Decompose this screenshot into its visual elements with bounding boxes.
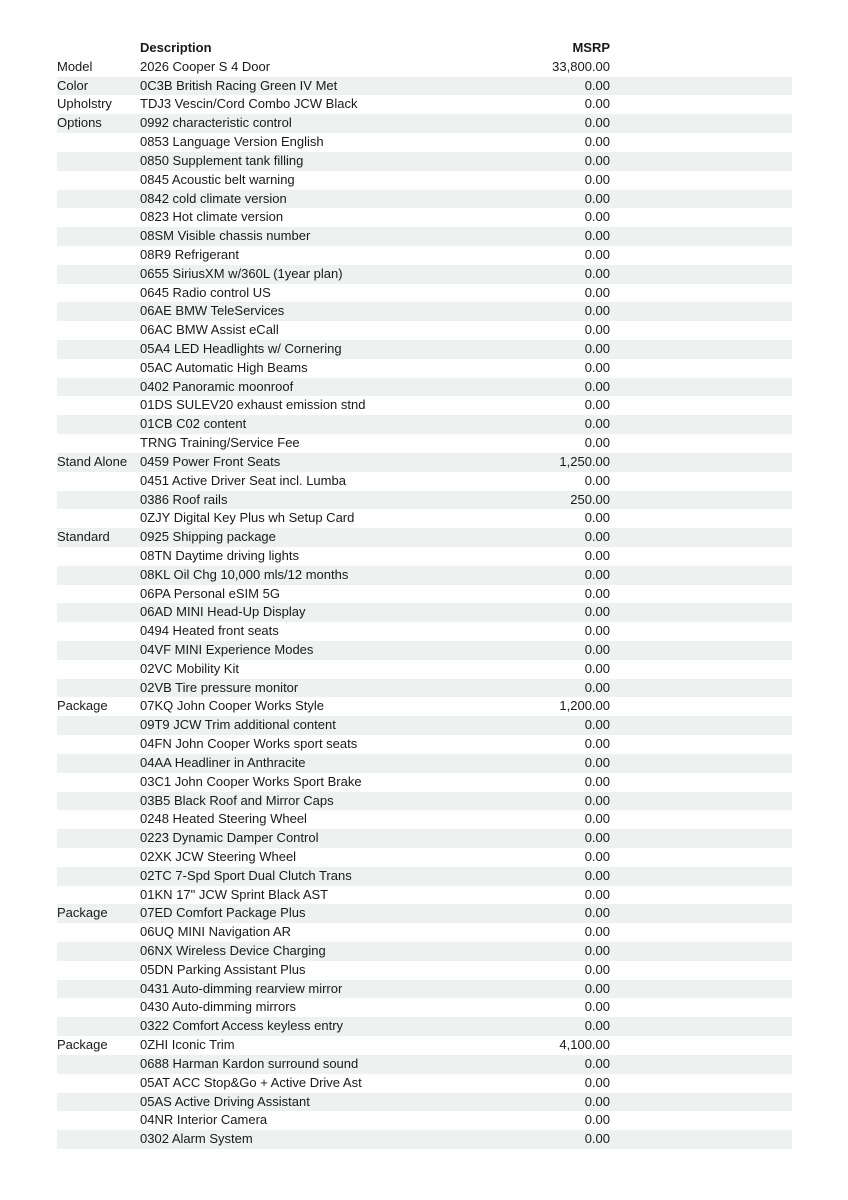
row-spacer bbox=[610, 810, 792, 829]
table-row bbox=[57, 171, 792, 190]
row-spacer bbox=[610, 378, 792, 397]
category-cell bbox=[57, 566, 140, 585]
row-spacer bbox=[610, 1036, 792, 1055]
description-cell: 0853 Language Version English bbox=[140, 134, 324, 150]
description-cell: 0ZHI Iconic Trim bbox=[140, 1037, 235, 1053]
msrp-cell: 1,200.00 bbox=[559, 698, 610, 714]
table-row bbox=[57, 961, 792, 980]
category-cell: Stand Alone bbox=[57, 453, 128, 469]
row-spacer bbox=[610, 472, 792, 491]
msrp-cell: 4,100.00 bbox=[559, 1037, 610, 1053]
msrp-cell: 250.00 bbox=[570, 491, 610, 507]
table-body bbox=[57, 58, 792, 1149]
msrp-cell: 0.00 bbox=[584, 566, 610, 582]
table-row bbox=[57, 998, 792, 1017]
description-cell: 0386 Roof rails bbox=[140, 491, 228, 507]
table-row bbox=[57, 359, 792, 378]
msrp-cell: 0.00 bbox=[584, 943, 610, 958]
msrp-cell: 1,250.00 bbox=[559, 453, 610, 469]
msrp-cell: 0.00 bbox=[584, 115, 610, 131]
description-cell: 0823 Hot climate version bbox=[140, 209, 284, 225]
row-spacer bbox=[610, 904, 792, 923]
table-row bbox=[57, 1093, 792, 1112]
msrp-cell: 0.00 bbox=[584, 246, 610, 262]
row-spacer bbox=[610, 566, 792, 585]
msrp-cell: 0.00 bbox=[584, 416, 610, 432]
description-cell: 04NR Interior Camera bbox=[140, 1112, 268, 1128]
category-column-header bbox=[57, 39, 140, 58]
table-row bbox=[57, 622, 792, 641]
category-cell bbox=[57, 867, 140, 886]
category-cell bbox=[57, 754, 140, 773]
table-row bbox=[57, 735, 792, 754]
msrp-cell: 0.00 bbox=[584, 341, 610, 356]
row-spacer bbox=[610, 114, 792, 133]
category-cell bbox=[57, 603, 140, 622]
category-cell bbox=[57, 1130, 140, 1149]
description-cell: 01CB C02 content bbox=[140, 416, 247, 432]
category-cell: Standard bbox=[57, 529, 110, 545]
category-cell bbox=[57, 848, 140, 867]
table-row bbox=[57, 886, 792, 905]
table-row bbox=[57, 792, 792, 811]
description-cell: 2026 Cooper S 4 Door bbox=[140, 58, 271, 74]
table-row bbox=[57, 340, 792, 359]
table-row bbox=[57, 302, 792, 321]
msrp-cell: 0.00 bbox=[584, 228, 610, 244]
msrp-cell: 0.00 bbox=[584, 284, 610, 300]
description-cell: 05AS Active Driving Assistant bbox=[140, 1093, 310, 1109]
msrp-cell: 0.00 bbox=[584, 1074, 610, 1090]
table-row bbox=[57, 95, 792, 114]
row-spacer bbox=[610, 152, 792, 171]
table-row bbox=[57, 133, 792, 152]
row-spacer bbox=[610, 396, 792, 415]
row-spacer bbox=[610, 77, 792, 96]
table-row bbox=[57, 528, 792, 547]
row-spacer bbox=[610, 509, 792, 528]
category-cell bbox=[57, 509, 140, 528]
table-row bbox=[57, 114, 792, 133]
row-spacer bbox=[610, 585, 792, 604]
category-cell bbox=[57, 472, 140, 491]
description-cell: 08KL Oil Chg 10,000 mls/12 months bbox=[140, 566, 349, 582]
table-row bbox=[57, 472, 792, 491]
description-cell: 02TC 7-Spd Sport Dual Clutch Trans bbox=[140, 867, 352, 883]
msrp-cell: 0.00 bbox=[584, 378, 610, 394]
row-spacer bbox=[610, 641, 792, 660]
msrp-cell: 0.00 bbox=[584, 96, 610, 112]
category-cell bbox=[57, 660, 140, 679]
description-cell: 08TN Daytime driving lights bbox=[140, 547, 299, 563]
row-spacer bbox=[610, 190, 792, 209]
description-cell: TRNG Training/Service Fee bbox=[140, 435, 300, 451]
table-row bbox=[57, 434, 792, 453]
table-row bbox=[57, 509, 792, 528]
msrp-cell: 0.00 bbox=[584, 397, 610, 413]
row-spacer bbox=[610, 208, 792, 227]
category-cell bbox=[57, 190, 140, 209]
table-row bbox=[57, 1111, 792, 1130]
category-cell bbox=[57, 359, 140, 378]
msrp-cell: 0.00 bbox=[584, 642, 610, 657]
row-spacer bbox=[610, 1130, 792, 1149]
category-cell bbox=[57, 980, 140, 999]
msrp-cell: 0.00 bbox=[584, 604, 610, 620]
msrp-cell: 0.00 bbox=[584, 717, 610, 733]
description-cell: 0430 Auto-dimming mirrors bbox=[140, 999, 297, 1015]
row-spacer bbox=[610, 453, 792, 472]
row-spacer bbox=[610, 434, 792, 453]
category-cell: Options bbox=[57, 115, 102, 131]
category-cell bbox=[57, 773, 140, 792]
description-cell: 0431 Auto-dimming rearview mirror bbox=[140, 980, 343, 996]
category-cell bbox=[57, 998, 140, 1017]
msrp-cell: 0.00 bbox=[584, 472, 610, 488]
row-spacer bbox=[610, 284, 792, 303]
category-cell: Model bbox=[57, 58, 93, 74]
category-cell: Upholstry bbox=[57, 96, 112, 112]
table-row bbox=[57, 923, 792, 942]
table-row bbox=[57, 660, 792, 679]
msrp-cell: 0.00 bbox=[584, 792, 610, 808]
msrp-cell: 0.00 bbox=[584, 961, 610, 977]
vehicle-options-table bbox=[57, 39, 792, 1149]
category-cell bbox=[57, 246, 140, 265]
description-cell: 04AA Headliner in Anthracite bbox=[140, 754, 306, 770]
table-row bbox=[57, 585, 792, 604]
msrp-cell: 0.00 bbox=[584, 830, 610, 846]
table-row bbox=[57, 848, 792, 867]
description-cell: 0494 Heated front seats bbox=[140, 623, 279, 639]
category-cell bbox=[57, 923, 140, 942]
table-row bbox=[57, 773, 792, 792]
row-spacer bbox=[610, 735, 792, 754]
category-cell bbox=[57, 1017, 140, 1036]
description-cell: 0C3B British Racing Green IV Met bbox=[140, 77, 338, 93]
msrp-cell: 0.00 bbox=[584, 773, 610, 789]
description-cell: 0459 Power Front Seats bbox=[140, 453, 281, 469]
msrp-cell: 0.00 bbox=[584, 77, 610, 93]
row-spacer bbox=[610, 773, 792, 792]
row-spacer bbox=[610, 359, 792, 378]
category-cell bbox=[57, 1074, 140, 1093]
description-cell: 0402 Panoramic moonroof bbox=[140, 378, 294, 394]
category-cell bbox=[57, 679, 140, 698]
category-cell: Package bbox=[57, 698, 108, 714]
description-cell: 0842 cold climate version bbox=[140, 190, 287, 206]
table-row bbox=[57, 321, 792, 340]
table-row bbox=[57, 77, 792, 96]
description-cell: 05AC Automatic High Beams bbox=[140, 359, 308, 375]
row-spacer bbox=[610, 246, 792, 265]
msrp-cell: 0.00 bbox=[584, 905, 610, 921]
table-row bbox=[57, 227, 792, 246]
category-cell bbox=[57, 547, 140, 566]
description-cell: 02XK JCW Steering Wheel bbox=[140, 848, 297, 864]
msrp-cell: 0.00 bbox=[584, 585, 610, 601]
table-row bbox=[57, 58, 792, 77]
category-cell bbox=[57, 208, 140, 227]
category-cell bbox=[57, 1055, 140, 1074]
msrp-cell: 0.00 bbox=[584, 623, 610, 639]
row-spacer bbox=[610, 829, 792, 848]
msrp-cell: 0.00 bbox=[584, 359, 610, 375]
category-cell bbox=[57, 810, 140, 829]
description-column-header: Description bbox=[140, 40, 212, 55]
row-spacer bbox=[610, 792, 792, 811]
category-cell bbox=[57, 396, 140, 415]
msrp-cell: 0.00 bbox=[584, 322, 610, 338]
table-row bbox=[57, 415, 792, 434]
row-spacer bbox=[610, 321, 792, 340]
description-cell: 01DS SULEV20 exhaust emission stnd bbox=[140, 397, 366, 413]
row-spacer bbox=[610, 171, 792, 190]
table-row bbox=[57, 396, 792, 415]
table-row bbox=[57, 641, 792, 660]
row-spacer bbox=[610, 1074, 792, 1093]
description-cell: 05AT ACC Stop&Go + Active Drive Ast bbox=[140, 1074, 362, 1090]
description-cell: 0451 Active Driver Seat incl. Lumba bbox=[140, 472, 346, 488]
row-spacer bbox=[610, 528, 792, 547]
msrp-cell: 0.00 bbox=[584, 209, 610, 225]
msrp-cell: 0.00 bbox=[584, 660, 610, 676]
msrp-cell: 0.00 bbox=[584, 190, 610, 206]
table-row bbox=[57, 904, 792, 923]
description-cell: 0223 Dynamic Damper Control bbox=[140, 830, 319, 846]
description-cell: 0ZJY Digital Key Plus wh Setup Card bbox=[140, 510, 355, 526]
table-row bbox=[57, 1055, 792, 1074]
row-spacer bbox=[610, 697, 792, 716]
category-cell bbox=[57, 302, 140, 321]
row-spacer bbox=[610, 886, 792, 905]
description-cell: 0322 Comfort Access keyless entry bbox=[140, 1018, 344, 1034]
table-row bbox=[57, 1074, 792, 1093]
row-spacer bbox=[610, 547, 792, 566]
row-spacer bbox=[610, 133, 792, 152]
table-row bbox=[57, 190, 792, 209]
msrp-cell: 0.00 bbox=[584, 1055, 610, 1071]
description-cell: 0655 SiriusXM w/360L (1year plan) bbox=[140, 265, 343, 281]
msrp-cell: 0.00 bbox=[584, 152, 610, 168]
category-cell: Color bbox=[57, 77, 89, 93]
category-cell bbox=[57, 961, 140, 980]
description-cell: 08R9 Refrigerant bbox=[140, 246, 239, 262]
category-cell bbox=[57, 227, 140, 246]
description-cell: 03C1 John Cooper Works Sport Brake bbox=[140, 773, 362, 789]
table-header-row bbox=[57, 39, 792, 58]
msrp-cell: 0.00 bbox=[584, 510, 610, 526]
msrp-cell: 0.00 bbox=[584, 1131, 610, 1147]
row-spacer bbox=[610, 961, 792, 980]
category-cell: Package bbox=[57, 905, 108, 921]
description-cell: 06PA Personal eSIM 5G bbox=[140, 585, 280, 601]
msrp-column-header: MSRP bbox=[572, 40, 610, 55]
description-cell: 06AD MINI Head-Up Display bbox=[140, 604, 306, 620]
table-row bbox=[57, 942, 792, 961]
msrp-cell: 0.00 bbox=[584, 435, 610, 451]
table-row bbox=[57, 491, 792, 510]
msrp-cell: 0.00 bbox=[584, 171, 610, 187]
table-row bbox=[57, 566, 792, 585]
msrp-cell: 0.00 bbox=[584, 980, 610, 996]
msrp-cell: 0.00 bbox=[584, 679, 610, 695]
table-row bbox=[57, 1130, 792, 1149]
msrp-cell: 0.00 bbox=[584, 924, 610, 940]
description-cell: 05DN Parking Assistant Plus bbox=[140, 961, 306, 977]
table-row bbox=[57, 679, 792, 698]
category-cell bbox=[57, 152, 140, 171]
table-row bbox=[57, 453, 792, 472]
description-cell: 07ED Comfort Package Plus bbox=[140, 905, 306, 921]
category-cell bbox=[57, 1111, 140, 1130]
category-cell bbox=[57, 378, 140, 397]
msrp-cell: 0.00 bbox=[584, 999, 610, 1015]
category-cell bbox=[57, 1093, 140, 1112]
msrp-cell: 0.00 bbox=[584, 754, 610, 770]
row-spacer bbox=[610, 754, 792, 773]
category-cell bbox=[57, 265, 140, 284]
table-row bbox=[57, 246, 792, 265]
row-spacer bbox=[610, 679, 792, 698]
row-spacer bbox=[610, 95, 792, 114]
table-row bbox=[57, 716, 792, 735]
row-spacer bbox=[610, 923, 792, 942]
category-cell bbox=[57, 829, 140, 848]
row-spacer bbox=[610, 1111, 792, 1130]
description-cell: 06UQ MINI Navigation AR bbox=[140, 924, 292, 940]
category-cell bbox=[57, 491, 140, 510]
description-cell: 0992 characteristic control bbox=[140, 115, 292, 131]
table-row bbox=[57, 810, 792, 829]
table-row bbox=[57, 867, 792, 886]
table-row bbox=[57, 378, 792, 397]
description-cell: 05A4 LED Headlights w/ Cornering bbox=[140, 341, 342, 356]
msrp-cell: 0.00 bbox=[584, 265, 610, 281]
description-cell: 02VC Mobility Kit bbox=[140, 660, 239, 676]
description-cell: 03B5 Black Roof and Mirror Caps bbox=[140, 792, 334, 808]
msrp-cell: 0.00 bbox=[584, 1112, 610, 1128]
description-cell: 0645 Radio control US bbox=[140, 284, 271, 300]
table-row bbox=[57, 1036, 792, 1055]
msrp-cell: 0.00 bbox=[584, 811, 610, 827]
table-row bbox=[57, 980, 792, 999]
category-cell bbox=[57, 735, 140, 754]
table-row bbox=[57, 754, 792, 773]
row-spacer bbox=[610, 980, 792, 999]
description-cell: 06AE BMW TeleServices bbox=[140, 303, 285, 319]
row-spacer bbox=[610, 415, 792, 434]
row-spacer bbox=[610, 603, 792, 622]
table-row bbox=[57, 547, 792, 566]
description-cell: 0925 Shipping package bbox=[140, 529, 276, 545]
msrp-cell: 0.00 bbox=[584, 1018, 610, 1034]
table-row bbox=[57, 152, 792, 171]
description-cell: 06AC BMW Assist eCall bbox=[140, 322, 279, 338]
description-cell: 08SM Visible chassis number bbox=[140, 228, 311, 244]
category-cell bbox=[57, 585, 140, 604]
category-cell bbox=[57, 622, 140, 641]
description-cell: 01KN 17" JCW Sprint Black AST bbox=[140, 886, 329, 902]
category-cell bbox=[57, 434, 140, 453]
description-cell: 07KQ John Cooper Works Style bbox=[140, 698, 325, 714]
table-row bbox=[57, 697, 792, 716]
category-cell bbox=[57, 942, 140, 961]
row-spacer bbox=[610, 998, 792, 1017]
msrp-cell: 0.00 bbox=[584, 848, 610, 864]
category-cell bbox=[57, 340, 140, 359]
table-row bbox=[57, 603, 792, 622]
row-spacer bbox=[610, 867, 792, 886]
msrp-cell: 0.00 bbox=[584, 303, 610, 319]
msrp-cell: 0.00 bbox=[584, 134, 610, 150]
category-cell bbox=[57, 716, 140, 735]
row-spacer bbox=[610, 1093, 792, 1112]
category-cell bbox=[57, 641, 140, 660]
description-cell: 0248 Heated Steering Wheel bbox=[140, 811, 307, 827]
category-cell bbox=[57, 321, 140, 340]
row-spacer bbox=[610, 227, 792, 246]
row-spacer bbox=[610, 265, 792, 284]
category-cell bbox=[57, 792, 140, 811]
description-cell: 04VF MINI Experience Modes bbox=[140, 642, 314, 657]
table-row bbox=[57, 1017, 792, 1036]
description-cell: 0688 Harman Kardon surround sound bbox=[140, 1055, 359, 1071]
description-cell: 0850 Supplement tank filling bbox=[140, 152, 304, 168]
description-cell: 09T9 JCW Trim additional content bbox=[140, 717, 336, 733]
category-cell bbox=[57, 415, 140, 434]
msrp-cell: 0.00 bbox=[584, 1093, 610, 1109]
row-spacer bbox=[610, 340, 792, 359]
description-cell: 04FN John Cooper Works sport seats bbox=[140, 736, 358, 752]
row-spacer bbox=[610, 1017, 792, 1036]
category-cell bbox=[57, 886, 140, 905]
msrp-cell: 0.00 bbox=[584, 886, 610, 902]
row-spacer bbox=[610, 491, 792, 510]
row-spacer bbox=[610, 302, 792, 321]
row-spacer bbox=[610, 848, 792, 867]
msrp-cell: 0.00 bbox=[584, 529, 610, 545]
description-cell: 0845 Acoustic belt warning bbox=[140, 171, 295, 187]
category-cell bbox=[57, 171, 140, 190]
header-spacer bbox=[610, 39, 792, 58]
msrp-cell: 0.00 bbox=[584, 547, 610, 563]
description-cell: 0302 Alarm System bbox=[140, 1131, 253, 1147]
row-spacer bbox=[610, 942, 792, 961]
msrp-cell: 33,800.00 bbox=[552, 58, 610, 74]
category-cell: Package bbox=[57, 1037, 108, 1053]
description-cell: TDJ3 Vescin/Cord Combo JCW Black bbox=[140, 96, 358, 112]
table-row bbox=[57, 265, 792, 284]
category-cell bbox=[57, 133, 140, 152]
row-spacer bbox=[610, 716, 792, 735]
table-row bbox=[57, 829, 792, 848]
row-spacer bbox=[610, 622, 792, 641]
row-spacer bbox=[610, 1055, 792, 1074]
msrp-cell: 0.00 bbox=[584, 867, 610, 883]
description-cell: 02VB Tire pressure monitor bbox=[140, 679, 299, 695]
category-cell bbox=[57, 284, 140, 303]
row-spacer bbox=[610, 660, 792, 679]
description-cell: 06NX Wireless Device Charging bbox=[140, 943, 326, 958]
table-row bbox=[57, 284, 792, 303]
row-spacer bbox=[610, 58, 792, 77]
msrp-cell: 0.00 bbox=[584, 736, 610, 752]
table-row bbox=[57, 208, 792, 227]
